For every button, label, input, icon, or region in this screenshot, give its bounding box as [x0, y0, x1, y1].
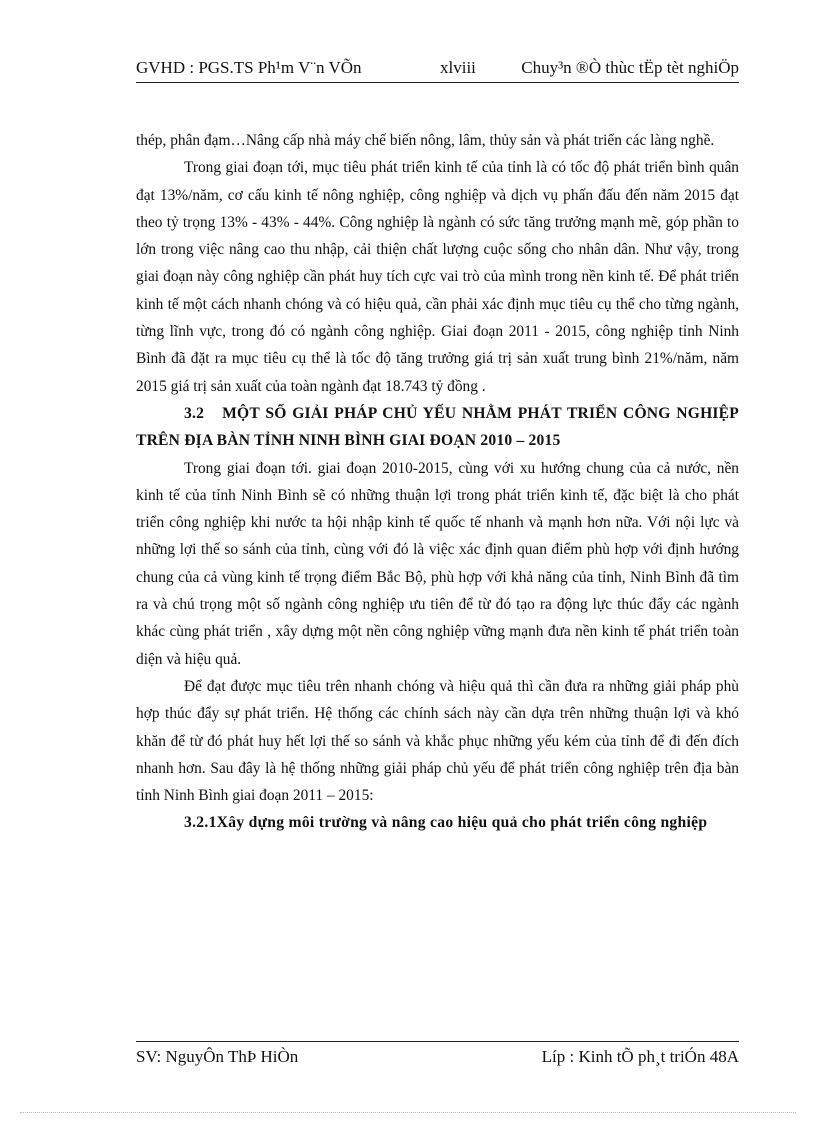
paragraph-objectives: Trong giai đoạn tới, mục tiêu phát triển kinh tế của tỉnh là có tốc độ phát triển bình quân đạt 13%/năm, cơ cấu kinh tế nông nghiệp, công nghiệp và dịch vụ phấn đấu đến năm 2015 đạt theo tỷ trọng 13% - 43% - 44%. Công nghiệp là ngành có sức tăng trưởng mạnh mẽ, góp phần to lớn trong việc nâng cao thu nhập, cải thiện chất lượng cuộc sống cho nhân dân. Như vậy, trong giai đoạn này công nghiệp cần phát huy tích cực vai trò của mình trong nền kinh tế. Để phát triển kinh tế một cách nhanh chóng và có hiệu quả, cần phải xác định mục tiêu cụ thể cho từng ngành, từng lĩnh vực, trong đó có ngành công nghiệp. Giai đoạn 2011 - 2015, công nghiệp tỉnh Ninh Bình đã đặt ra mục tiêu cụ thể là tốc độ tăng trưởng giá trị sản xuất trung bình 21%/năm, năm 2015 giá trị sản xuất của toàn ngành đạt 18.743 tỷ đồng .: [136, 159, 739, 395]
page-body: [136, 127, 739, 837]
footer-student: SV: NguyÔn ThÞ HiÒn: [136, 1047, 299, 1066]
section-heading: [136, 400, 739, 455]
footer-class: Líp : Kinh tÕ ph¸t triÓn 48A: [541, 1047, 739, 1066]
paragraph-continued: thép, phân đạm…Nâng cấp nhà máy chế biến nông, lâm, thủy sản và phát triển các làng nghề.: [136, 132, 715, 149]
page-edge-divider: [20, 1112, 796, 1113]
header-document-title: Chuy³n ®Ò thùc tËp tèt nghiÖp: [521, 58, 739, 77]
paragraph-context: Trong giai đoạn tới. giai đoạn 2010-2015, cùng với xu hướng chung của cả nước, nền kinh tế của tỉnh Ninh Bình sẽ có những thuận lợi trong phát triển kinh tế, đặc biệt là cho phát triển công nghiệp khi nước ta hội nhập kinh tế quốc tế nhanh và mạnh hơn nữa. Với nội lực và những lợi thế so sánh của tỉnh, cùng với đó là việc xác định quan điểm phù hợp với định hướng chung của cả vùng kinh tế trọng điểm Bắc Bộ, phù hợp với khả năng của tỉnh, Ninh Bình đã tìm ra và chú trọng một số ngành công nghiệp ưu tiên để từ đó tạo ra động lực thúc đẩy các ngành khác cùng phát triển , xây dựng một nền công nghiệp vững mạnh đưa nền kinh tế phát triển toàn diện và hiệu quả.: [136, 459, 739, 668]
paragraph-solutions-intro: Để đạt được mục tiêu trên nhanh chóng và hiệu quả thì cần đưa ra những giải pháp phù hợp thúc đẩy sự phát triển. Hệ thống các chính sách này cần dựa trên những thuận lợi và khó khăn để từ đó phát huy hết lợi thế so sánh và khắc phục những yếu kém của tỉnh để đi đến đích nhanh hơn. Sau đây là hệ thống những giải pháp chủ yếu để phát triển công nghiệp trên địa bàn tỉnh Ninh Bình giai đoạn 2011 – 2015:: [136, 677, 739, 805]
header-supervisor: GVHD : PGS.TS Ph¹m V¨n VÕn: [136, 58, 362, 77]
header-page-number: xlviii: [440, 58, 476, 77]
section-number: 3.2: [184, 404, 205, 422]
section-title: MỘT SỐ GIẢI PHÁP CHỦ YẾU NHẰM PHÁT TRIỂN CÔNG NGHIỆP TRÊN ĐỊA BÀN TỈNH NINH BÌNH GIAI ĐOẠN 2010 – 2015: [136, 404, 739, 450]
subsection-heading: 3.2.1Xây dựng môi trường và nâng cao hiệu quả cho phát triển công nghiệp: [184, 814, 708, 832]
page-header: [136, 56, 739, 83]
page-footer: [136, 1041, 739, 1072]
